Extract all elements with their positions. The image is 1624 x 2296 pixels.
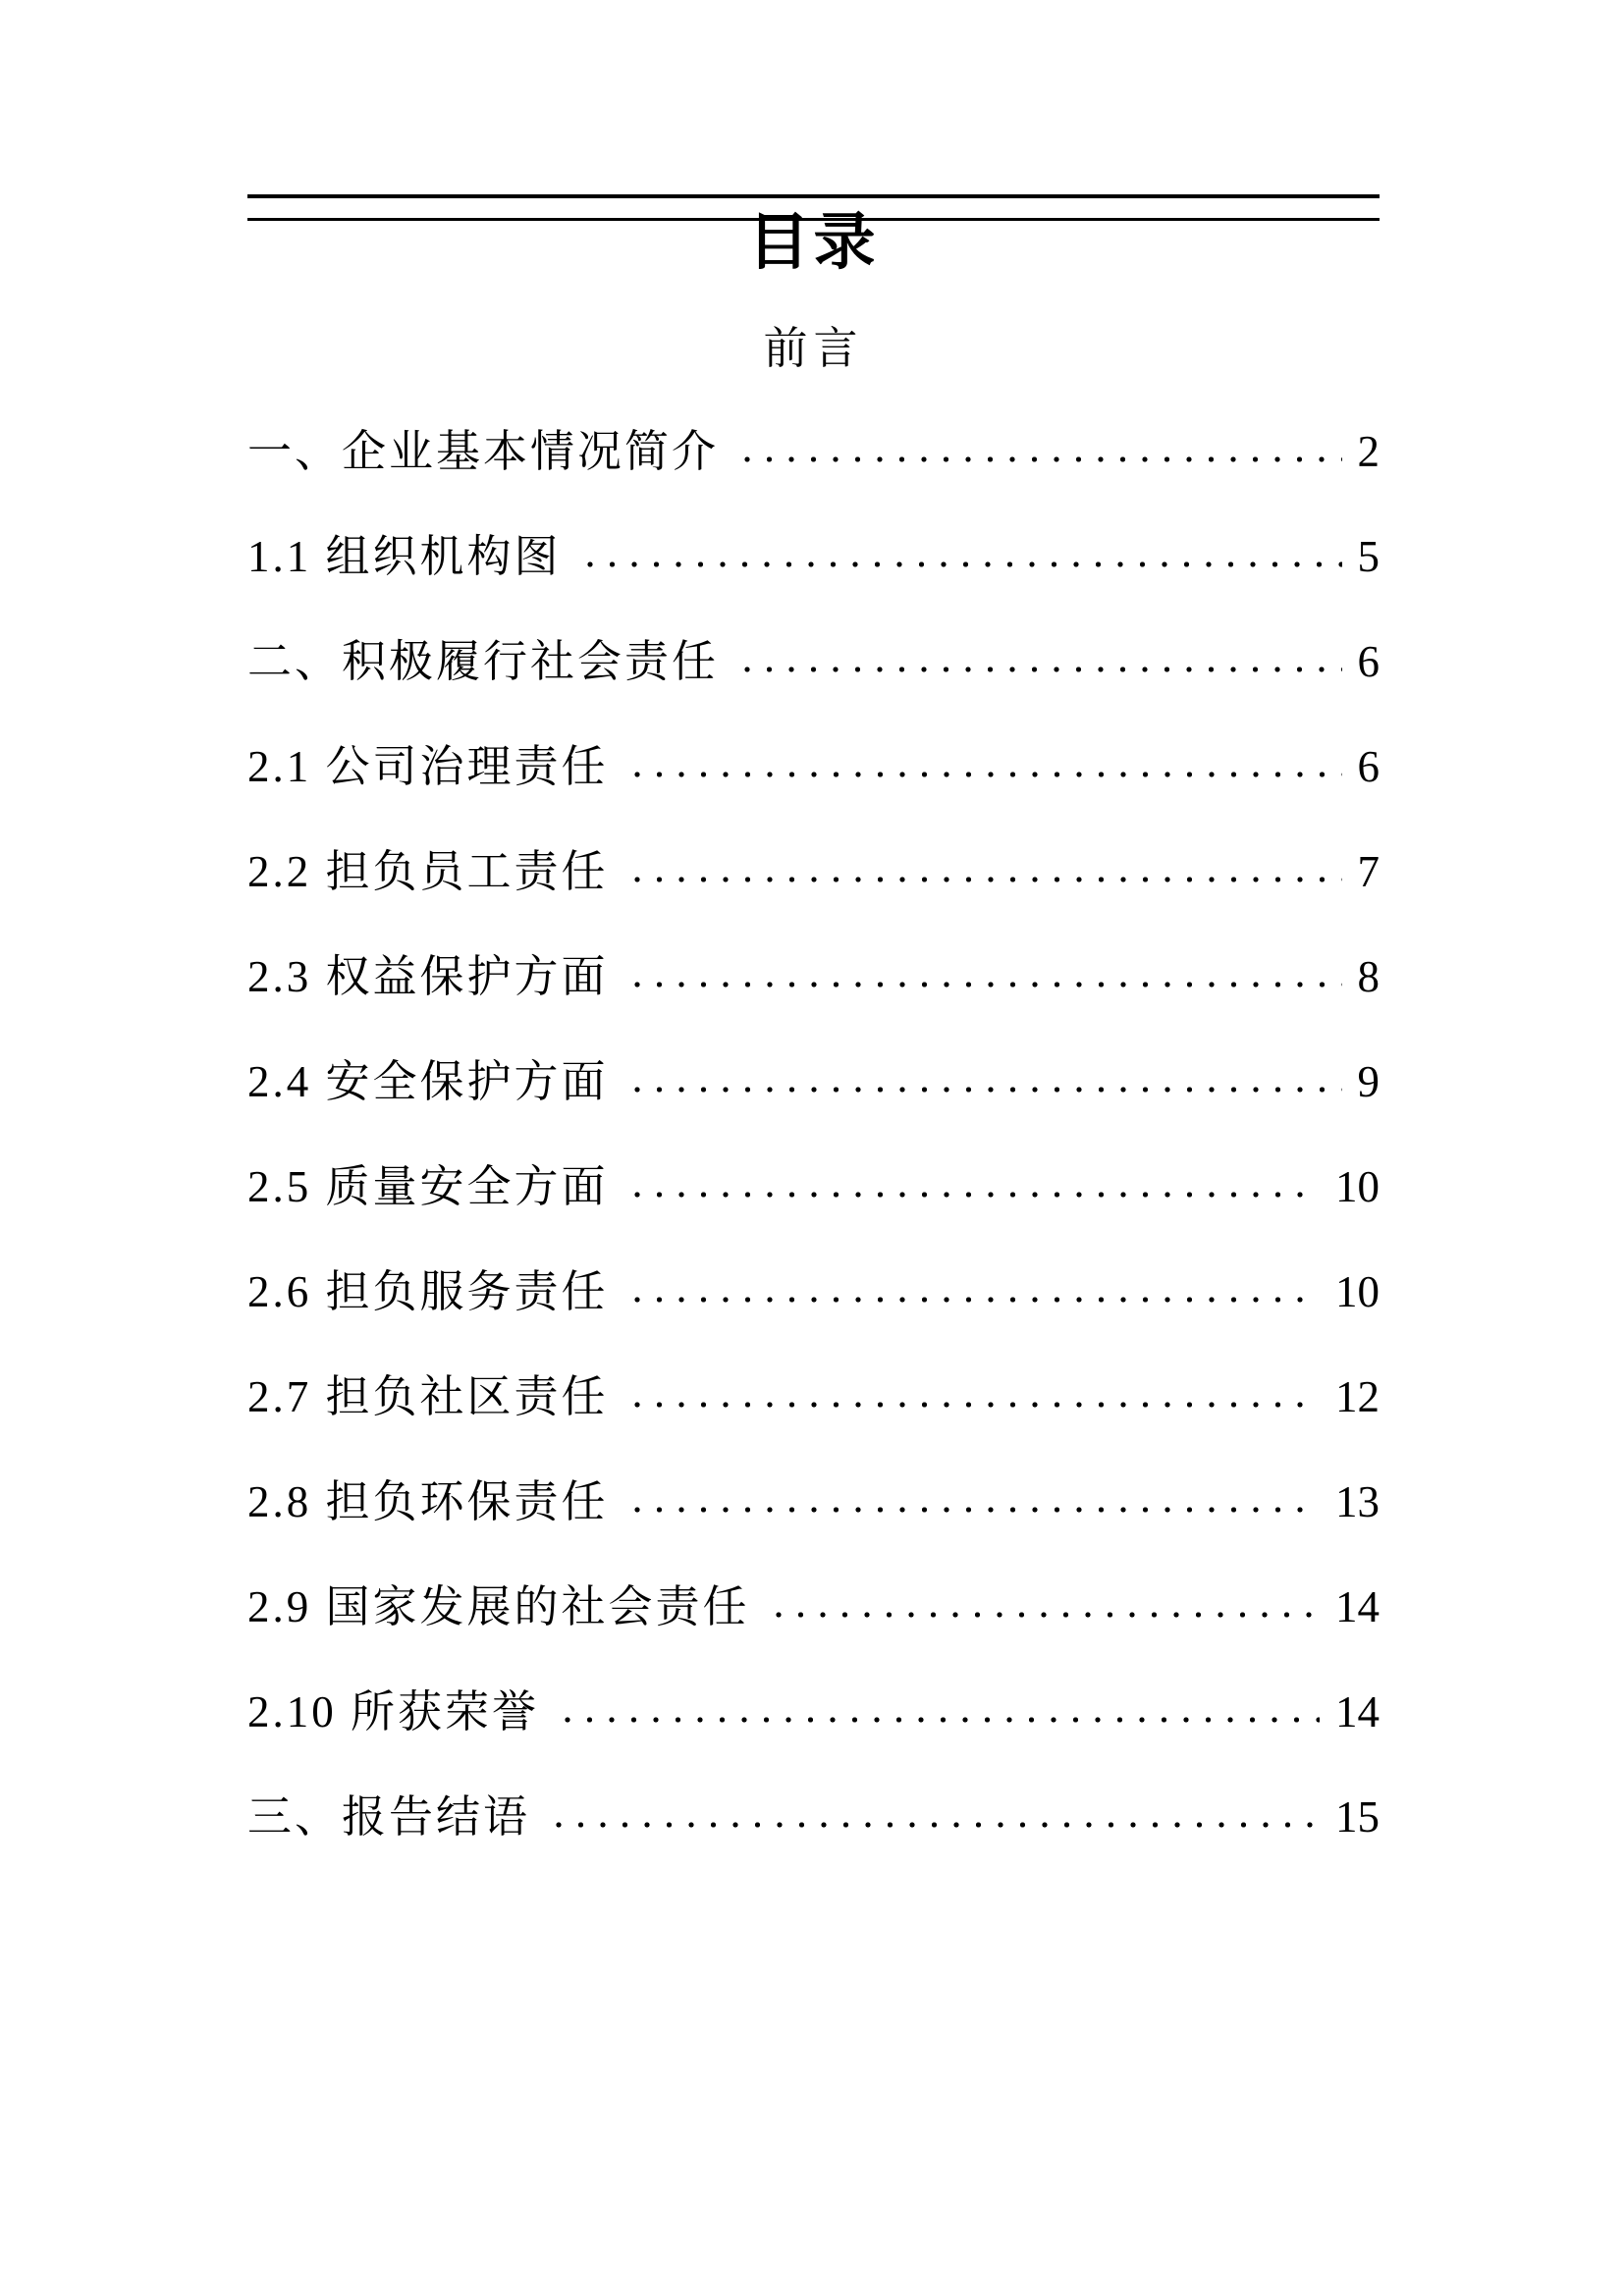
toc-entry-page-number: 2 (1357, 426, 1380, 476)
header-rule-thick (247, 194, 1380, 198)
toc-entry-label: 二、积极履行社会责任 (247, 636, 720, 686)
toc-entry-page-number: 14 (1335, 1686, 1380, 1736)
toc-dot-leader (626, 1399, 1320, 1412)
toc-entry-page-number: 14 (1335, 1581, 1380, 1631)
toc-entry[interactable] (247, 635, 1380, 688)
toc-entry-label: 2.1 公司治理责任 (247, 741, 609, 791)
toc-entry-label: 2.5 质量安全方面 (247, 1161, 609, 1211)
toc-dot-leader (626, 1294, 1320, 1307)
toc-entry-label: 2.3 权益保护方面 (247, 951, 609, 1001)
toc-dot-leader (626, 874, 1342, 886)
page-title: 目录 (747, 208, 880, 277)
toc-entry-page-number: 13 (1335, 1476, 1380, 1526)
toc-entry-page-number: 8 (1357, 951, 1380, 1001)
toc-dot-leader (626, 1504, 1320, 1517)
toc-dot-leader (626, 1189, 1320, 1201)
toc-list (247, 425, 1380, 1843)
toc-entry[interactable] (247, 530, 1380, 583)
toc-entry-label: 2.9 国家发展的社会责任 (247, 1581, 750, 1631)
toc-entry[interactable] (247, 1790, 1380, 1843)
toc-entry-label: 三、报告结语 (247, 1791, 531, 1842)
toc-dot-leader (626, 769, 1342, 781)
toc-entry-label: 2.4 安全保护方面 (247, 1056, 609, 1106)
toc-entry[interactable] (247, 425, 1380, 478)
toc-entry[interactable] (247, 740, 1380, 793)
toc-entry-page-number: 12 (1335, 1371, 1380, 1421)
toc-entry-label: 一、企业基本情况简介 (247, 426, 720, 476)
toc-dot-leader (736, 664, 1341, 676)
toc-entry[interactable] (247, 1580, 1380, 1633)
toc-entry-page-number: 10 (1335, 1161, 1380, 1211)
toc-dot-leader (736, 454, 1341, 466)
toc-entry-page-number: 5 (1357, 531, 1380, 581)
toc-entry-page-number: 7 (1357, 846, 1380, 896)
toc-entry-page-number: 6 (1357, 636, 1380, 686)
toc-dot-leader (579, 559, 1342, 571)
toc-entry-label: 2.6 担负服务责任 (247, 1266, 609, 1316)
toc-entry-page-number: 9 (1357, 1056, 1380, 1106)
toc-entry-label: 2.8 担负环保责任 (247, 1476, 609, 1526)
toc-entry-page-number: 10 (1335, 1266, 1380, 1316)
toc-entry-label: 2.10 所获荣誉 (247, 1686, 540, 1736)
toc-entry[interactable] (247, 1370, 1380, 1423)
toc-dot-leader (626, 1084, 1342, 1096)
toc-entry-label: 2.2 担负员工责任 (247, 846, 609, 896)
toc-entry-page-number: 6 (1357, 741, 1380, 791)
toc-entry[interactable] (247, 1265, 1380, 1318)
toc-dot-leader (557, 1714, 1320, 1727)
preface-heading: 前言 (763, 324, 864, 373)
toc-entry[interactable] (247, 845, 1380, 898)
toc-entry[interactable] (247, 1685, 1380, 1738)
page-content (247, 0, 1380, 2296)
toc-dot-leader (768, 1609, 1320, 1622)
toc-entry[interactable] (247, 1160, 1380, 1213)
toc-dot-leader (548, 1819, 1320, 1832)
toc-entry-page-number: 15 (1335, 1791, 1380, 1842)
toc-entry[interactable] (247, 1475, 1380, 1528)
toc-entry[interactable] (247, 1055, 1380, 1108)
toc-dot-leader (626, 979, 1342, 991)
toc-entry-label: 2.7 担负社区责任 (247, 1371, 609, 1421)
toc-entry[interactable] (247, 950, 1380, 1003)
toc-entry-label: 1.1 组织机构图 (247, 531, 562, 581)
